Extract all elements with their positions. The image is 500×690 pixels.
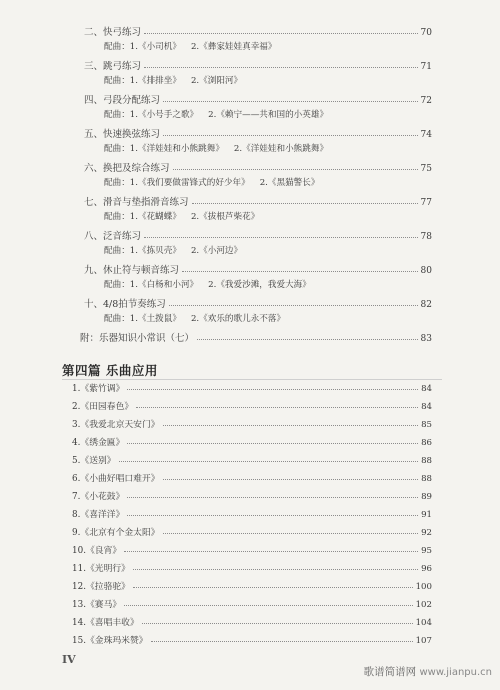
- song-title: 7.《小花鼓》: [72, 492, 125, 502]
- piece-1: 配曲：1.《小号手之歌》: [104, 110, 199, 120]
- song-entry: [72, 434, 432, 448]
- dot-leader: [163, 533, 418, 534]
- piece-1: 配曲：1.《拣贝壳》: [104, 246, 181, 256]
- song-title: 11.《光明行》: [72, 564, 130, 574]
- page-number: 80: [420, 266, 432, 276]
- song-title: 14.《喜唱丰收》: [72, 618, 139, 628]
- dot-leader: [173, 169, 418, 170]
- part-heading: 第四篇 乐曲应用: [62, 363, 158, 378]
- page-number: 71: [420, 62, 432, 72]
- song-entry: [72, 560, 432, 574]
- page-number: 95: [421, 546, 432, 556]
- section-title: 七、滑音与垫指滑音练习: [84, 197, 189, 208]
- song-entry: [72, 452, 432, 466]
- page-footer-number: IV: [62, 653, 76, 666]
- toc-section: [0, 260, 500, 296]
- piece-2: 2.《赖宁——共和国的小英雄》: [208, 110, 329, 120]
- dot-leader: [127, 443, 418, 444]
- piece-2: 2.《小河边》: [190, 246, 243, 256]
- piece-2: 2.《欢乐的歌儿永不落》: [190, 314, 286, 324]
- dot-leader: [133, 587, 413, 588]
- section-title: 六、换把及综合练习: [84, 163, 170, 174]
- page-number: 100: [415, 582, 432, 592]
- dot-leader: [197, 339, 418, 340]
- song-title: 1.《紫竹调》: [72, 384, 125, 394]
- dot-leader: [163, 101, 418, 102]
- section-title: 十、4/8拍节奏练习: [84, 299, 166, 310]
- dot-leader: [182, 271, 418, 272]
- page-number: 74: [420, 130, 432, 140]
- dot-leader: [124, 551, 418, 552]
- piece-2: 2.《彝家娃娃真幸福》: [190, 42, 277, 52]
- piece-1: 配曲：1.《洋娃娃和小熊跳舞》: [104, 144, 224, 154]
- song-title: 12.《拉骆驼》: [72, 582, 130, 592]
- appendix-title: 附：乐器知识小常识（七）: [80, 333, 195, 344]
- dot-leader: [127, 497, 418, 498]
- watermark-cn: 歌谱简谱网: [363, 666, 417, 678]
- page-number: 96: [421, 564, 432, 574]
- page-number: 88: [421, 456, 432, 466]
- piece-1: 配曲：1.《土拨鼠》: [104, 314, 181, 324]
- piece-2: 2.《浏阳河》: [190, 76, 243, 86]
- dot-leader: [119, 461, 418, 462]
- page-number: 78: [420, 232, 432, 242]
- song-title: 8.《喜洋洋》: [72, 510, 125, 520]
- song-entry: [72, 614, 432, 628]
- dot-leader: [127, 389, 418, 390]
- piece-1: 配曲：1.《我们要做雷锋式的好少年》: [104, 178, 250, 188]
- section-title: 四、弓段分配练习: [84, 95, 161, 106]
- dot-leader: [124, 605, 412, 606]
- dot-leader: [136, 407, 418, 408]
- dot-leader: [163, 135, 418, 136]
- page-number: 102: [415, 600, 432, 610]
- page-number: 92: [421, 528, 432, 538]
- section-title: 三、跳弓练习: [84, 61, 142, 72]
- page-number: 86: [421, 438, 432, 448]
- dot-leader: [142, 623, 413, 624]
- page-number: 84: [421, 402, 432, 412]
- section-title: 九、休止符与顿音练习: [84, 265, 180, 276]
- toc-section: [0, 56, 500, 92]
- piece-1: 配曲：1.《小司机》: [104, 42, 181, 52]
- song-entry: [72, 488, 432, 502]
- piece-2: 2.《洋娃娃和小熊跳舞》: [233, 144, 329, 154]
- song-entry: [72, 398, 432, 412]
- dot-leader: [151, 641, 413, 642]
- song-title: 9.《北京有个金太阳》: [72, 528, 160, 538]
- toc-section: [0, 226, 500, 262]
- piece-2: 2.《拔根芦柴花》: [190, 212, 260, 222]
- page-number: 84: [421, 384, 432, 394]
- page-number: 83: [420, 334, 432, 344]
- dot-leader: [144, 237, 418, 238]
- dot-leader: [163, 425, 418, 426]
- toc-section: [0, 124, 500, 160]
- dot-leader: [169, 305, 418, 306]
- piece-2: 2.《黑猫警长》: [259, 178, 320, 188]
- dot-leader: [144, 33, 418, 34]
- song-title: 10.《良宵》: [72, 546, 122, 556]
- page-number: 104: [415, 618, 432, 628]
- song-entry: [72, 632, 432, 646]
- toc-section: [0, 158, 500, 194]
- page-number: 77: [420, 198, 432, 208]
- page-number: 91: [421, 510, 432, 520]
- song-title: 2.《田园春色》: [72, 402, 134, 412]
- song-title: 6.《小曲好唱口难开》: [72, 474, 160, 484]
- page-number: 72: [420, 96, 432, 106]
- toc-section: [0, 294, 500, 330]
- dot-leader: [144, 67, 418, 68]
- dot-leader: [192, 203, 418, 204]
- song-title: 4.《绣金匾》: [72, 438, 125, 448]
- toc-section: [0, 22, 500, 58]
- toc-section: [0, 90, 500, 126]
- page-number: 89: [421, 492, 432, 502]
- page-number: 82: [420, 300, 432, 310]
- piece-1: 配曲：1.《花蝴蝶》: [104, 212, 181, 222]
- watermark-url: www.jianpu.cn: [419, 667, 492, 678]
- dot-leader: [127, 515, 418, 516]
- song-entry: [72, 578, 432, 592]
- song-title: 3.《我爱北京天安门》: [72, 420, 160, 430]
- song-entry: [72, 524, 432, 538]
- piece-1: 配曲：1.《排排坐》: [104, 76, 181, 86]
- page-number: 70: [420, 28, 432, 38]
- song-entry: [72, 506, 432, 520]
- section-title: 八、泛音练习: [84, 231, 142, 242]
- song-entry: [72, 380, 432, 394]
- toc-section: [0, 192, 500, 228]
- toc-appendix: [80, 328, 432, 344]
- song-entry: [72, 596, 432, 610]
- section-title: 五、快速换弦练习: [84, 129, 161, 140]
- page-number: 75: [420, 164, 432, 174]
- song-entry: [72, 542, 432, 556]
- song-title: 13.《赛马》: [72, 600, 122, 610]
- song-title: 15.《金珠玛米赞》: [72, 636, 148, 646]
- section-title: 二、快弓练习: [84, 27, 142, 38]
- dot-leader: [133, 569, 418, 570]
- song-entry: [72, 470, 432, 484]
- dot-leader: [163, 479, 418, 480]
- page-number: 85: [421, 420, 432, 430]
- site-watermark: [364, 664, 492, 679]
- piece-2: 2.《我爱沙滩，我爱大海》: [208, 280, 311, 290]
- song-entry: [72, 416, 432, 430]
- page-number: 107: [415, 636, 432, 646]
- song-title: 5.《送别》: [72, 456, 116, 466]
- piece-1: 配曲：1.《白杨和小河》: [104, 280, 199, 290]
- page-number: 88: [421, 474, 432, 484]
